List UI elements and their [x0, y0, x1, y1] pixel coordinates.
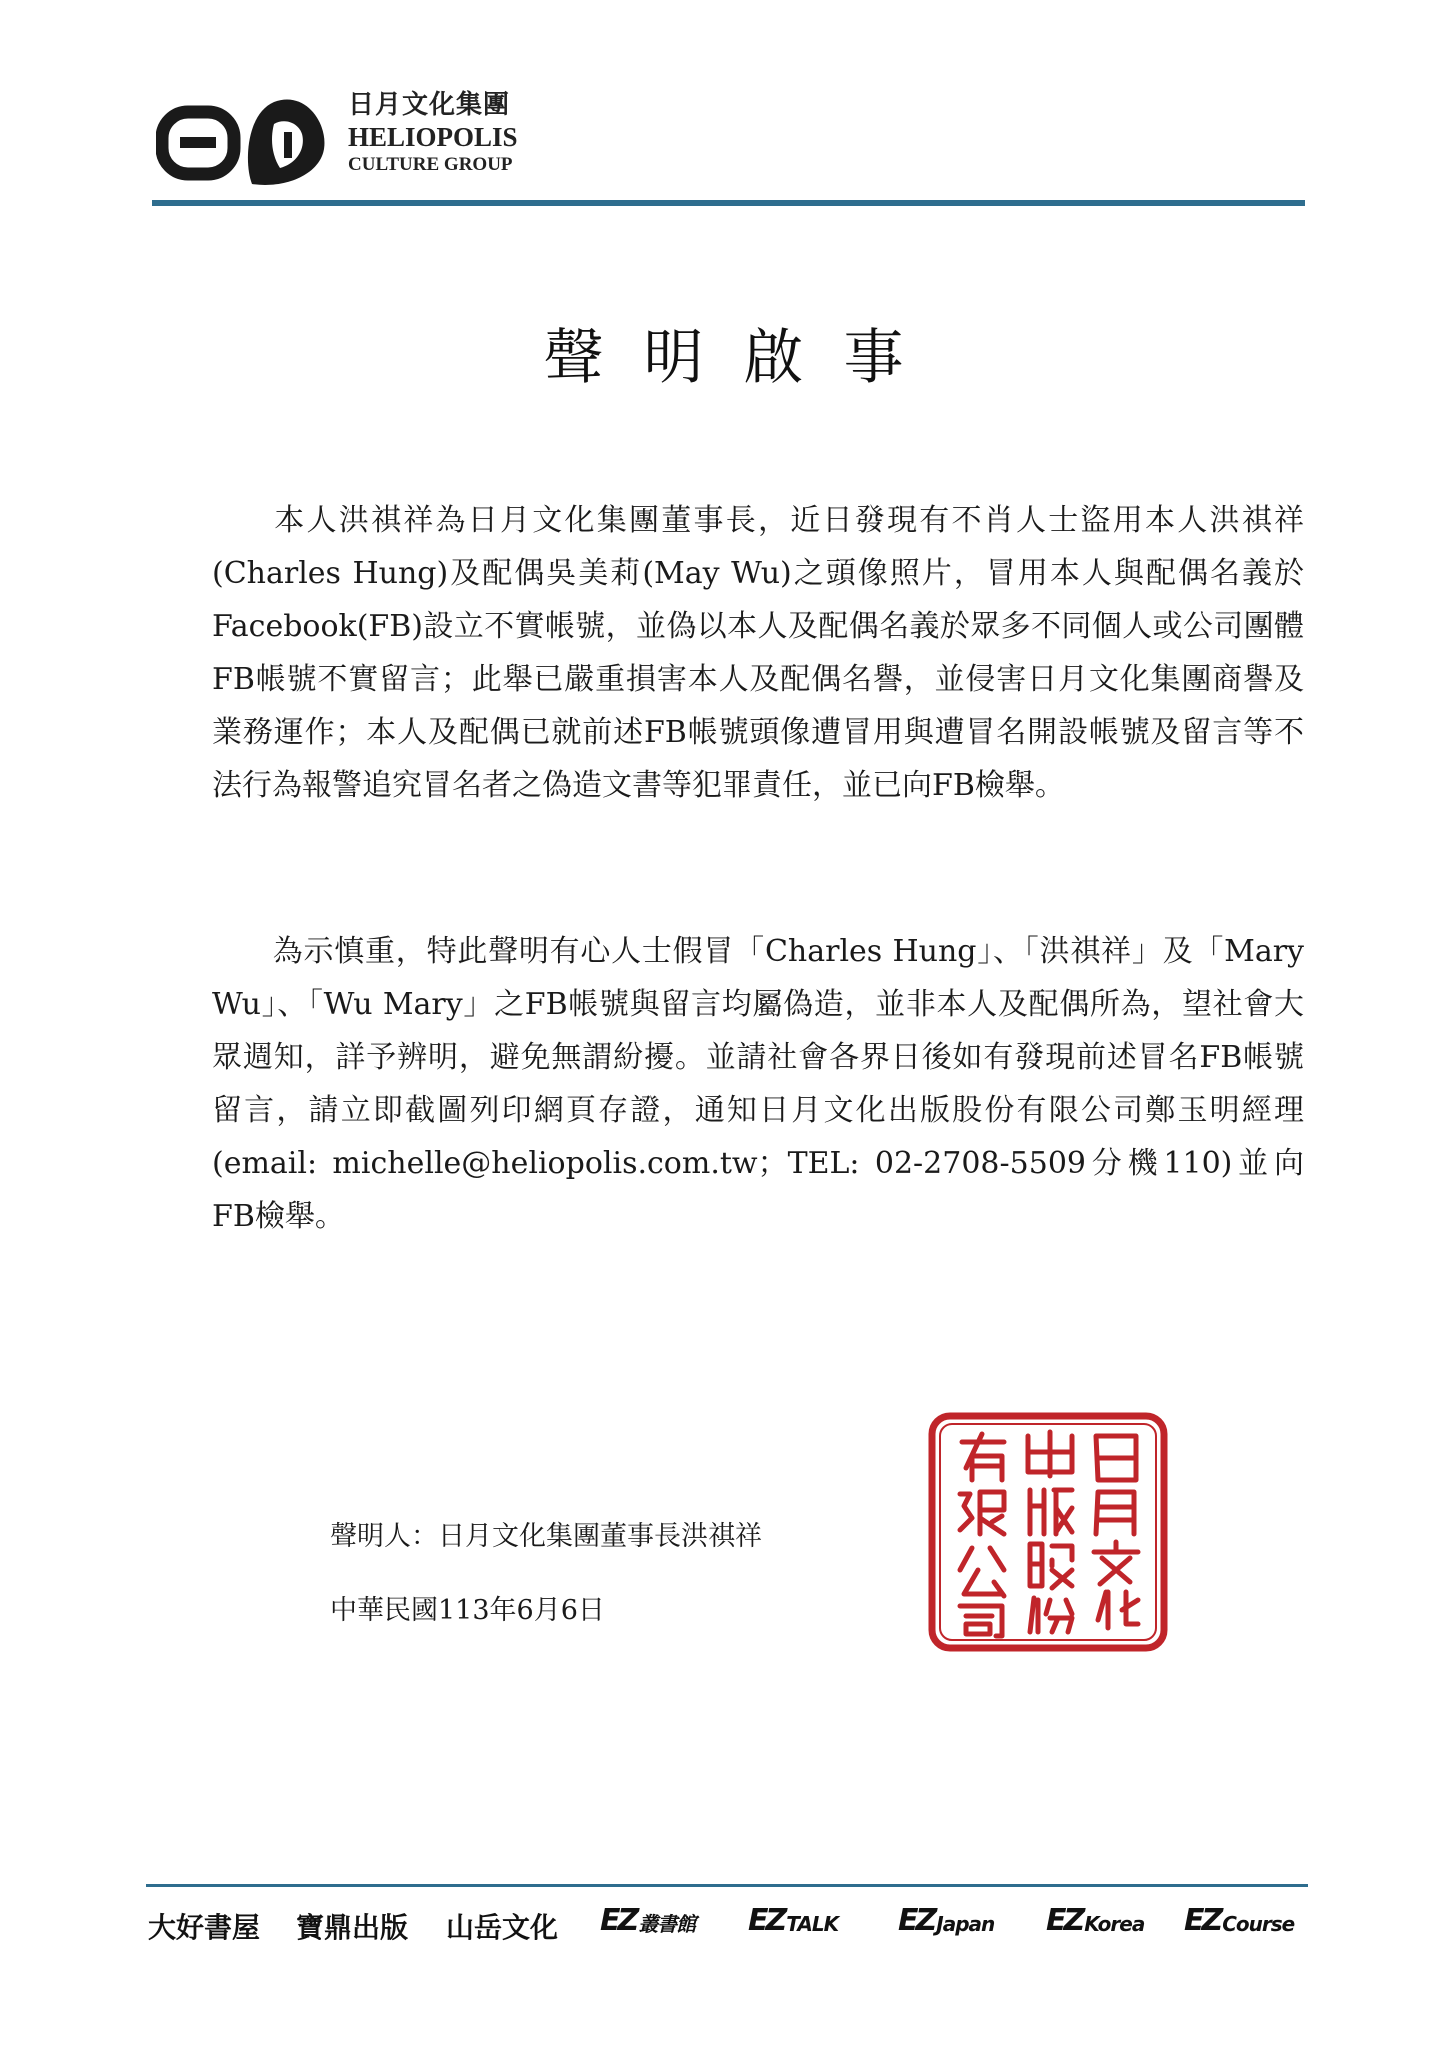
paragraph-2-text: 為示慎重，特此聲明有心人士假冒「Charles Hung」、「洪祺祥」及「Mary Wu」、「Wu Mary」之FB帳號與留言均屬偽造，並非本人及配偶所為，望社會大眾週知，詳予辨明，避免無謂紛擾。並請社會各界日後如有發現前述冒名FB帳號留言，請立即截圖列印網頁存證，通知日月文化出版股份有限公司鄭玉明經理(email: michelle@heliopolis.com.tw；TEL: 02-2708-5509分機110)並向FB檢舉。 [212, 934, 1304, 1234]
logo-english-subtitle: CULTURE GROUP [348, 154, 513, 175]
logo-chinese-name: 日月文化集團 [348, 90, 511, 120]
footer-brands [148, 1900, 1310, 1950]
paragraph-2 [212, 925, 1304, 1243]
brand-ez-course [1184, 1903, 1295, 1938]
brand-shanyue: 山岳文化 [446, 1911, 559, 1944]
brand-ez-course-label: Course [1222, 1912, 1295, 1936]
footer-divider [146, 1884, 1308, 1887]
heliopolis-logo-icon [156, 94, 331, 189]
brand-ez-japan-label: Japan [936, 1912, 995, 1936]
ez-logo-icon: EZ [1184, 1903, 1221, 1938]
logo-english-name: HELIOPOLIS [348, 122, 518, 152]
brand-ez-talk-label: TALK [786, 1912, 839, 1936]
signatory: 聲明人：日月文化集團董事長洪祺祥 [330, 1521, 762, 1552]
company-seal-icon [926, 1410, 1170, 1654]
date: 中華民國113年6月6日 [330, 1595, 605, 1626]
brand-ez-korea-label: Korea [1084, 1912, 1145, 1936]
brand-ez-talk [748, 1903, 839, 1938]
ez-logo-icon: EZ [748, 1903, 785, 1938]
document-title: 聲明啟事 [543, 323, 944, 393]
logo-wordmark [348, 88, 518, 178]
brand-dahao: 大好書屋 [148, 1911, 261, 1944]
brand-ez-japan [898, 1903, 995, 1938]
header-divider [152, 200, 1305, 206]
ez-logo-icon: EZ [600, 1903, 637, 1938]
letterhead [150, 88, 1310, 198]
paragraph-1-text: 本人洪祺祥為日月文化集團董事長，近日發現有不肖人士盜用本人洪祺祥(Charles Hung)及配偶吳美莉(May Wu)之頭像照片，冒用本人與配偶名義於Facebook(FB)設立不實帳號，並偽以本人及配偶名義於眾多不同個人或公司團體FB帳號不實留言；此舉已嚴重損害本人及配偶名譽，並侵害日月文化集團商譽及業務運作；本人及配偶已就前述FB帳號頭像遭冒用與遭冒名開設帳號及留言等不法行為報警追究冒名者之偽造文書等犯罪責任，並已向FB檢舉。 [212, 503, 1304, 803]
brand-baoding: 寶鼎出版 [296, 1911, 409, 1944]
brand-ez-korea [1046, 1903, 1145, 1938]
ez-logo-icon: EZ [898, 1903, 935, 1938]
ez-logo-icon: EZ [1046, 1903, 1083, 1938]
paragraph-1 [212, 494, 1304, 812]
brand-ez-books [600, 1903, 696, 1938]
brand-ez-books-label: 叢書館 [638, 1912, 696, 1936]
